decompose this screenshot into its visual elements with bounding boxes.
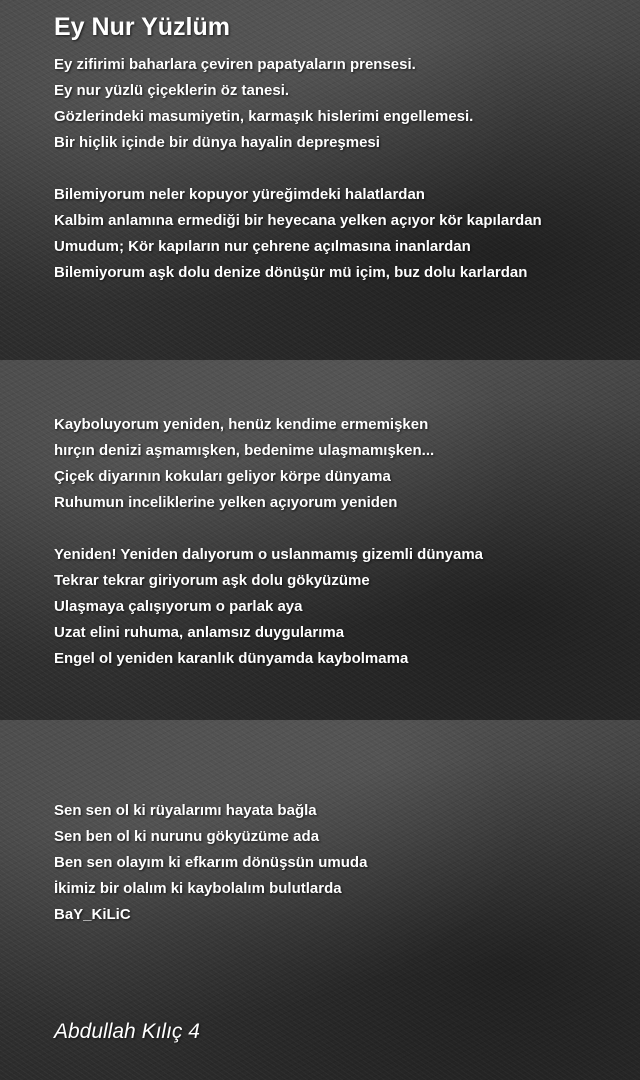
poem-line: Ey zifirimi baharlara çeviren papatyaların prensesi. [54, 56, 416, 73]
poem-line: Sen ben ol ki nurunu gökyüzüme ada [54, 828, 320, 845]
poem-line: Uzat elini ruhuma, anlamsız duygularıma [54, 624, 345, 641]
stanza-4 [54, 542, 483, 672]
poem-line: Yeniden! Yeniden dalıyorum o uslanmamış gizemli dünyama [54, 546, 484, 563]
poem-line: Çiçek diyarının kokuları geliyor körpe dünyama [54, 468, 391, 485]
poem-line: Gözlerindeki masumiyetin, karmaşık hislerimi engellemesi. [54, 108, 474, 125]
poem-panel-2 [0, 360, 640, 720]
poem-line: İkimiz bir olalım ki kaybolalım bulutlarda [54, 880, 342, 897]
poem-line: Ruhumun inceliklerine yelken açıyorum yeniden [54, 494, 398, 511]
poem-line: Kayboluyorum yeniden, henüz kendime ermemişken [54, 416, 429, 433]
poem-line: Kalbim anlamına ermediği bir heyecana yelken açıyor kör kapılardan [54, 212, 542, 229]
poem-author: Abdullah Kılıç 4 [54, 1020, 200, 1043]
poem-title: Ey Nur Yüzlüm [54, 13, 230, 41]
poem-line: Ben sen olayım ki efkarım dönüşsün umuda [54, 854, 368, 871]
stanza-1 [54, 52, 473, 156]
poem-line: Engel ol yeniden karanlık dünyamda kaybolmama [54, 650, 409, 667]
stanza-5 [54, 798, 367, 928]
poem-line: Bir hiçlik içinde bir dünya hayalin depreşmesi [54, 134, 380, 151]
poem-line: Tekrar tekrar giriyorum aşk dolu gökyüzüme [54, 572, 370, 589]
poem-line: Sen sen ol ki rüyalarımı hayata bağla [54, 802, 317, 819]
poem-line: Umudum; Kör kapıların nur çehrene açılmasına inanlardan [54, 238, 471, 255]
poem-line: hırçın denizi aşmamışken, bedenime ulaşmamışken... [54, 442, 435, 459]
poem-panel-3 [0, 720, 640, 1080]
poem-line: Bilemiyorum aşk dolu denize dönüşür mü içim, buz dolu karlardan [54, 264, 528, 281]
poem-line: Ey nur yüzlü çiçeklerin öz tanesi. [54, 82, 290, 99]
poem-panel-1 [0, 0, 640, 360]
poem-line: Bilemiyorum neler kopuyor yüreğimdeki halatlardan [54, 186, 425, 203]
poem-signature: BaY_KiLiC [54, 906, 131, 923]
stanza-2 [54, 182, 542, 286]
stanza-3 [54, 412, 434, 516]
poem-line: Ulaşmaya çalışıyorum o parlak aya [54, 598, 303, 615]
